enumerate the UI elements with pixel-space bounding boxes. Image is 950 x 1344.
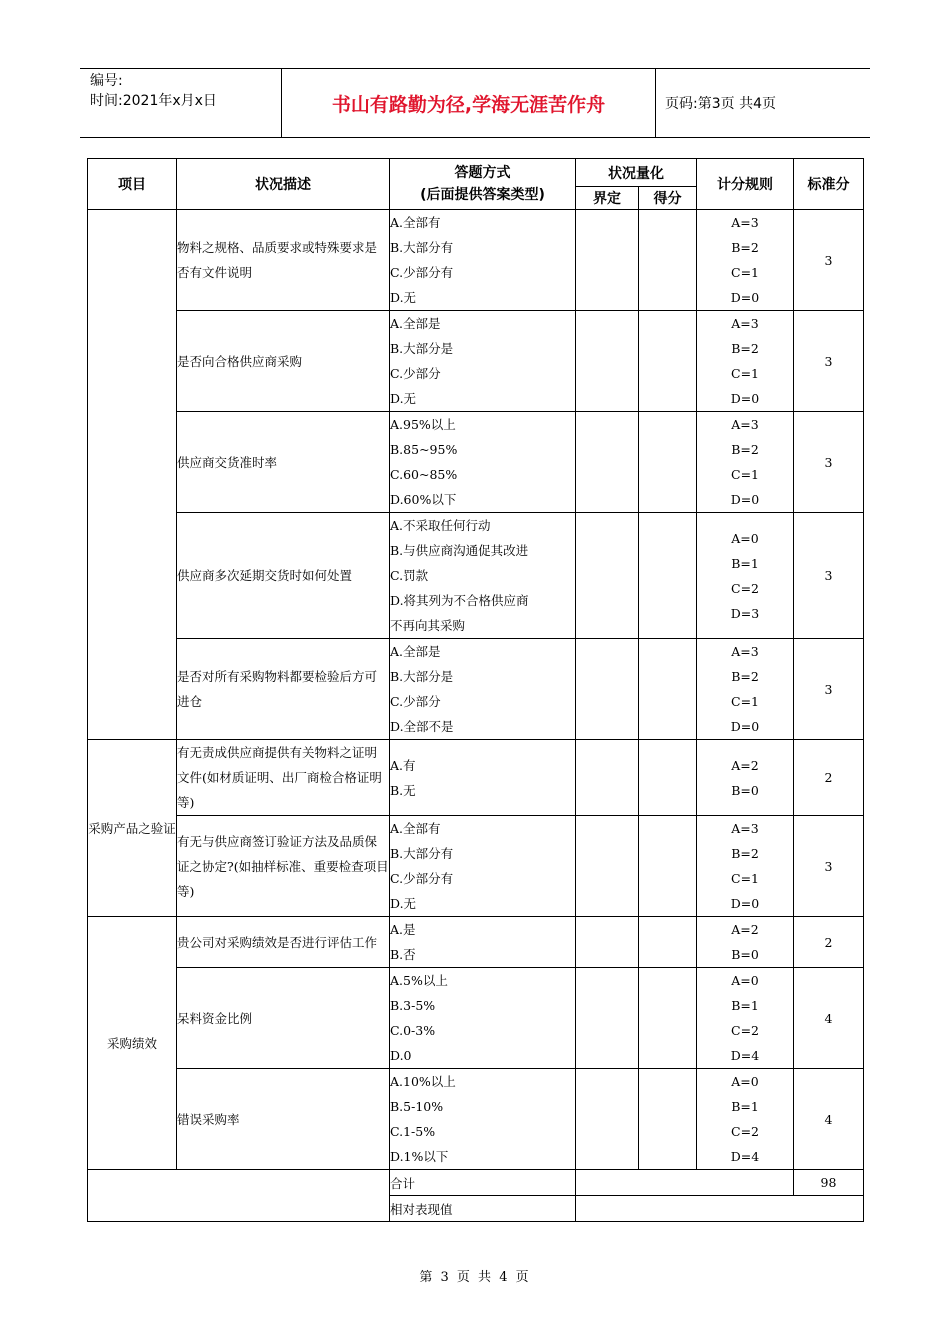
answer-option: A.全部是 bbox=[390, 316, 441, 331]
score-cell bbox=[639, 917, 697, 968]
header-meta bbox=[80, 69, 282, 137]
answer-option: B.大部分是 bbox=[390, 669, 454, 684]
score-cell bbox=[639, 513, 697, 639]
answer-option: B.无 bbox=[390, 782, 416, 798]
rules-cell bbox=[697, 816, 794, 917]
total-blank bbox=[88, 1170, 390, 1222]
answer-option: A.有 bbox=[390, 757, 416, 773]
total-blank-mid bbox=[576, 1170, 794, 1196]
answer-option: B.大部分有 bbox=[390, 240, 454, 255]
rules-cell bbox=[697, 1069, 794, 1170]
scoring-rule: B=1 bbox=[731, 555, 759, 571]
description-cell: 供应商多次延期交货时如何处置 bbox=[177, 513, 390, 639]
score-cell bbox=[639, 311, 697, 412]
col-std: 标准分 bbox=[794, 159, 864, 210]
scoring-rule: A=3 bbox=[731, 215, 759, 230]
score-cell bbox=[639, 412, 697, 513]
scoring-rule: B=2 bbox=[731, 442, 759, 457]
score-cell bbox=[639, 740, 697, 816]
answer-option: A.全部有 bbox=[390, 821, 441, 836]
scoring-rule: A=0 bbox=[731, 973, 759, 988]
scoring-rule: B=2 bbox=[731, 846, 759, 861]
col-answer bbox=[390, 159, 576, 210]
answer-option: A.5%以上 bbox=[390, 973, 448, 988]
options-cell bbox=[390, 917, 576, 968]
table-row bbox=[88, 311, 864, 412]
col-rule: 计分规则 bbox=[697, 159, 794, 210]
table-row bbox=[88, 639, 864, 740]
description-cell: 供应商交货准时率 bbox=[177, 412, 390, 513]
options-cell bbox=[390, 1069, 576, 1170]
standard-score-cell: 2 bbox=[794, 740, 864, 816]
answer-option: D.0 bbox=[390, 1048, 412, 1063]
scoring-rule: C=2 bbox=[731, 580, 759, 596]
page-label: 页码:第3页 共4页 bbox=[665, 96, 776, 112]
table-row bbox=[88, 816, 864, 917]
rules-cell bbox=[697, 917, 794, 968]
col-answer-l1: 答题方式 bbox=[454, 165, 511, 181]
table-row bbox=[88, 968, 864, 1069]
scoring-rule: B=2 bbox=[731, 669, 759, 684]
options-cell bbox=[390, 968, 576, 1069]
col-quant: 状况量化 bbox=[576, 159, 697, 187]
scoring-rule: C=2 bbox=[731, 1023, 759, 1038]
define-cell bbox=[576, 311, 639, 412]
rules-cell bbox=[697, 311, 794, 412]
answer-option: A.是 bbox=[390, 922, 416, 937]
category-cell: 采购产品之验证 bbox=[88, 740, 177, 917]
scoring-rule: A=3 bbox=[731, 316, 759, 331]
scoring-rule: D=0 bbox=[730, 290, 760, 305]
scoring-rule: B=1 bbox=[731, 998, 759, 1013]
standard-score-cell: 3 bbox=[794, 639, 864, 740]
answer-option: B.3-5% bbox=[390, 998, 436, 1013]
description-cell: 贵公司对采购绩效是否进行评估工作 bbox=[177, 917, 390, 968]
page-footer: 第 3 页 共 4 页 bbox=[419, 1270, 531, 1285]
answer-option: B.大部分是 bbox=[390, 341, 454, 356]
scoring-rule: D=3 bbox=[730, 605, 760, 621]
description-cell: 有无与供应商签订验证方法及品质保证之协定?(如抽样标准、重要检查项目等) bbox=[177, 816, 390, 917]
scoring-rule: D=0 bbox=[730, 391, 760, 406]
relative-value bbox=[576, 1196, 864, 1222]
define-cell bbox=[576, 513, 639, 639]
scoring-rule: C=1 bbox=[731, 265, 759, 280]
table-row bbox=[88, 917, 864, 968]
options-cell bbox=[390, 210, 576, 311]
rules-cell bbox=[697, 740, 794, 816]
number-label: 编号: bbox=[90, 73, 123, 89]
options-cell bbox=[390, 740, 576, 816]
answer-option: A.全部有 bbox=[390, 215, 441, 230]
rules-cell bbox=[697, 412, 794, 513]
scoring-rule: A=3 bbox=[731, 821, 759, 836]
evaluation-table bbox=[87, 158, 864, 1222]
standard-score-cell: 4 bbox=[794, 1069, 864, 1170]
col-define: 界定 bbox=[576, 187, 639, 210]
scoring-rule: D=4 bbox=[730, 1149, 760, 1164]
motto: 书山有路勤为径,学海无涯苦作舟 bbox=[282, 69, 656, 137]
scoring-rule: A=3 bbox=[731, 417, 759, 432]
standard-score-cell: 3 bbox=[794, 210, 864, 311]
score-cell bbox=[639, 1069, 697, 1170]
define-cell bbox=[576, 412, 639, 513]
answer-option: C.少部分有 bbox=[390, 265, 454, 280]
description-cell: 错误采购率 bbox=[177, 1069, 390, 1170]
scoring-rule: C=1 bbox=[731, 467, 759, 482]
scoring-rule: B=1 bbox=[731, 1099, 759, 1114]
col-score: 得分 bbox=[639, 187, 697, 210]
scoring-rule: A=2 bbox=[731, 757, 759, 773]
col-item: 项目 bbox=[88, 159, 177, 210]
category-cell: 采购绩效 bbox=[88, 917, 177, 1170]
options-cell bbox=[390, 311, 576, 412]
table-row bbox=[88, 513, 864, 639]
scoring-rule: D=0 bbox=[730, 896, 760, 911]
standard-score-cell: 3 bbox=[794, 513, 864, 639]
answer-option: D.无 bbox=[390, 896, 417, 911]
scoring-rule: C=2 bbox=[731, 1124, 759, 1139]
scoring-rule: C=1 bbox=[731, 694, 759, 709]
answer-option: B.与供应商沟通促其改进 bbox=[390, 543, 529, 558]
description-cell: 是否向合格供应商采购 bbox=[177, 311, 390, 412]
answer-option: B.5-10% bbox=[390, 1099, 444, 1114]
answer-option: A.95%以上 bbox=[390, 417, 456, 432]
standard-score-cell: 4 bbox=[794, 968, 864, 1069]
scoring-rule: B=0 bbox=[731, 947, 759, 962]
total-label: 合计 bbox=[390, 1170, 576, 1196]
score-cell bbox=[639, 639, 697, 740]
answer-option: B.85~95% bbox=[390, 442, 458, 457]
table-row bbox=[88, 1069, 864, 1170]
answer-option: 不再向其采购 bbox=[390, 618, 466, 633]
standard-score-cell: 3 bbox=[794, 816, 864, 917]
answer-option: B.大部分有 bbox=[390, 846, 454, 861]
scoring-rule: A=3 bbox=[731, 644, 759, 659]
answer-option: D.1%以下 bbox=[390, 1149, 449, 1164]
options-cell bbox=[390, 412, 576, 513]
scoring-rule: B=2 bbox=[731, 341, 759, 356]
options-cell bbox=[390, 639, 576, 740]
rules-cell bbox=[697, 639, 794, 740]
score-cell bbox=[639, 210, 697, 311]
answer-option: C.少部分 bbox=[390, 366, 441, 381]
description-cell: 有无责成供应商提供有关物料之证明文件(如材质证明、出厂商检合格证明等) bbox=[177, 740, 390, 816]
answer-option: D.无 bbox=[390, 290, 417, 305]
rules-cell bbox=[697, 210, 794, 311]
rules-cell bbox=[697, 513, 794, 639]
answer-option: C.少部分有 bbox=[390, 871, 454, 886]
scoring-rule: B=0 bbox=[731, 782, 759, 798]
scoring-rule: C=1 bbox=[731, 871, 759, 886]
table-row bbox=[88, 210, 864, 311]
score-cell bbox=[639, 968, 697, 1069]
category-cell bbox=[88, 210, 177, 740]
answer-option: D.无 bbox=[390, 391, 417, 406]
answer-option: C.60~85% bbox=[390, 467, 458, 482]
scoring-rule: D=0 bbox=[730, 492, 760, 507]
scoring-rule: A=2 bbox=[731, 922, 759, 937]
page-header bbox=[80, 68, 870, 138]
answer-option: C.少部分 bbox=[390, 694, 441, 709]
answer-option: C.0-3% bbox=[390, 1023, 436, 1038]
options-cell bbox=[390, 816, 576, 917]
standard-score-cell: 3 bbox=[794, 311, 864, 412]
define-cell bbox=[576, 917, 639, 968]
description-cell: 物料之规格、品质要求或特殊要求是否有文件说明 bbox=[177, 210, 390, 311]
total-value: 98 bbox=[794, 1170, 864, 1196]
time-label: 时间:2021年x月x日 bbox=[90, 93, 217, 109]
scoring-rule: D=4 bbox=[730, 1048, 760, 1063]
scoring-rule: D=0 bbox=[730, 719, 760, 734]
score-cell bbox=[639, 816, 697, 917]
scoring-rule: A=0 bbox=[731, 530, 759, 546]
answer-option: A.10%以上 bbox=[390, 1074, 456, 1089]
define-cell bbox=[576, 639, 639, 740]
relative-label: 相对表现值 bbox=[390, 1196, 576, 1222]
answer-option: C.1-5% bbox=[390, 1124, 436, 1139]
col-desc: 状况描述 bbox=[177, 159, 390, 210]
define-cell bbox=[576, 210, 639, 311]
answer-option: C.罚款 bbox=[390, 568, 429, 583]
define-cell bbox=[576, 740, 639, 816]
answer-option: D.60%以下 bbox=[390, 492, 457, 507]
define-cell bbox=[576, 1069, 639, 1170]
standard-score-cell: 3 bbox=[794, 412, 864, 513]
col-answer-l2: (后面提供答案类型) bbox=[420, 187, 545, 203]
scoring-rule: A=0 bbox=[731, 1074, 759, 1089]
define-cell bbox=[576, 816, 639, 917]
answer-option: D.全部不是 bbox=[390, 719, 454, 734]
answer-option: D.将其列为不合格供应商 bbox=[390, 593, 529, 608]
answer-option: A.全部是 bbox=[390, 644, 441, 659]
description-cell: 呆料资金比例 bbox=[177, 968, 390, 1069]
table-row bbox=[88, 740, 864, 816]
options-cell bbox=[390, 513, 576, 639]
answer-option: A.不采取任何行动 bbox=[390, 518, 491, 533]
description-cell: 是否对所有采购物料都要检验后方可进仓 bbox=[177, 639, 390, 740]
table-row bbox=[88, 412, 864, 513]
scoring-rule: B=2 bbox=[731, 240, 759, 255]
standard-score-cell: 2 bbox=[794, 917, 864, 968]
scoring-rule: C=1 bbox=[731, 366, 759, 381]
define-cell bbox=[576, 968, 639, 1069]
answer-option: B.否 bbox=[390, 947, 416, 962]
rules-cell bbox=[697, 968, 794, 1069]
